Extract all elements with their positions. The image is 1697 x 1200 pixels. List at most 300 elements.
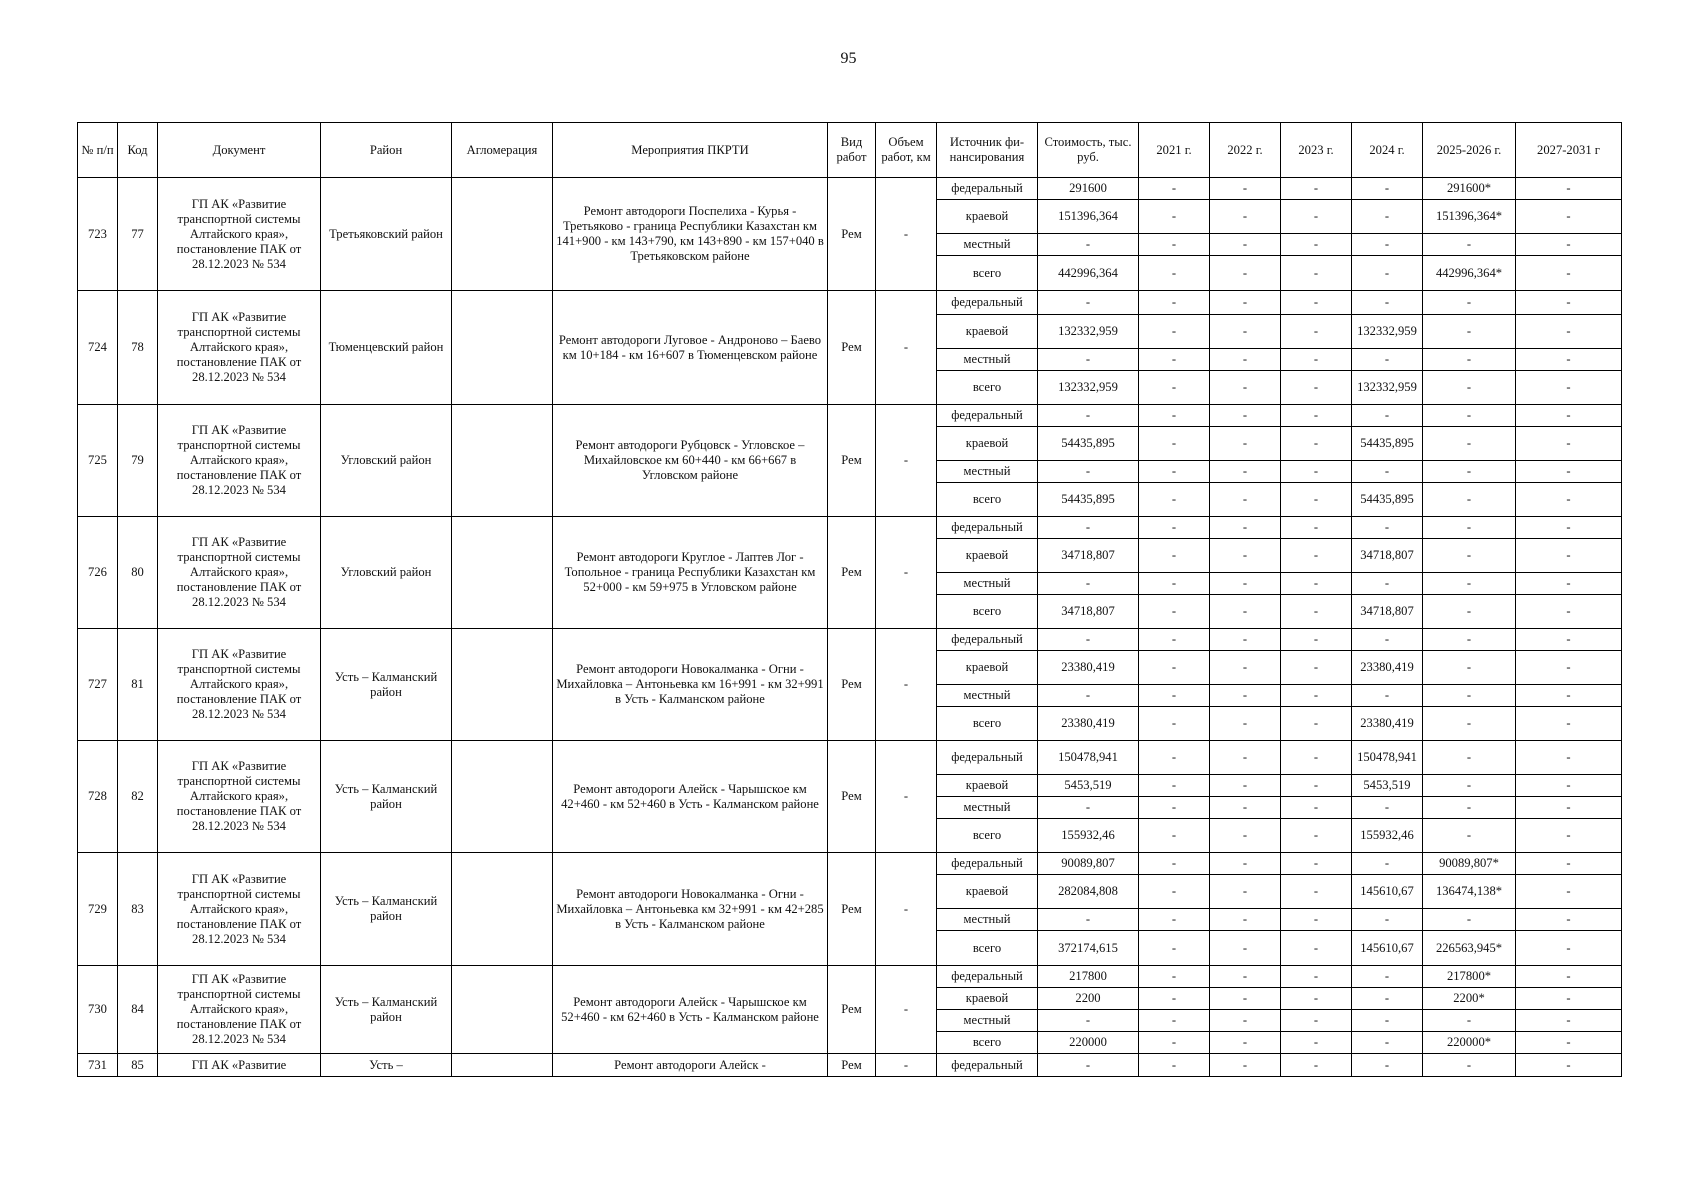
cell-2027-2031: - bbox=[1516, 200, 1622, 234]
cell-2024: - bbox=[1352, 573, 1423, 595]
cell-2022: - bbox=[1210, 741, 1281, 775]
cell-2022: - bbox=[1210, 629, 1281, 651]
cell-2022: - bbox=[1210, 797, 1281, 819]
cell-2025-2026: - bbox=[1423, 483, 1516, 517]
cell-work-type: Рем bbox=[828, 517, 876, 629]
cell-cost: 90089,807 bbox=[1038, 853, 1139, 875]
cell-district: Усть – Калманский район bbox=[321, 966, 452, 1054]
cell-code: 81 bbox=[118, 629, 158, 741]
cell-funding-source: федеральный bbox=[937, 741, 1038, 775]
cell-funding-source: краевой bbox=[937, 775, 1038, 797]
cell-2024: 54435,895 bbox=[1352, 483, 1423, 517]
cell-event: Ремонт автодороги Круглое - Лаптев Лог - Топольное - граница Республики Казахстан км 52+000 - км 59+975 в Угловском районе bbox=[553, 517, 828, 629]
cell-2027-2031: - bbox=[1516, 539, 1622, 573]
cell-2022: - bbox=[1210, 685, 1281, 707]
cell-2023: - bbox=[1281, 1032, 1352, 1054]
cell-funding-source: местный bbox=[937, 797, 1038, 819]
cell-num: 730 bbox=[78, 966, 118, 1054]
cell-2025-2026: 90089,807* bbox=[1423, 853, 1516, 875]
cell-2024: - bbox=[1352, 349, 1423, 371]
header-2024: 2024 г. bbox=[1352, 123, 1423, 178]
cell-2025-2026: 220000* bbox=[1423, 1032, 1516, 1054]
cell-2022: - bbox=[1210, 573, 1281, 595]
table-row bbox=[78, 291, 1622, 315]
cell-funding-source: всего bbox=[937, 707, 1038, 741]
header-agglomeration: Агломерация bbox=[452, 123, 553, 178]
cell-work-type: Рем bbox=[828, 405, 876, 517]
cell-2023: - bbox=[1281, 1054, 1352, 1077]
cell-2025-2026: - bbox=[1423, 1054, 1516, 1077]
cell-2027-2031: - bbox=[1516, 1032, 1622, 1054]
cell-volume: - bbox=[876, 405, 937, 517]
cell-funding-source: федеральный bbox=[937, 405, 1038, 427]
cell-agglomeration bbox=[452, 741, 553, 853]
cell-2022: - bbox=[1210, 256, 1281, 291]
cell-num: 727 bbox=[78, 629, 118, 741]
cell-cost: 5453,519 bbox=[1038, 775, 1139, 797]
cell-2027-2031: - bbox=[1516, 966, 1622, 988]
cell-agglomeration bbox=[452, 291, 553, 405]
cell-2021: - bbox=[1139, 483, 1210, 517]
cell-2023: - bbox=[1281, 707, 1352, 741]
cell-cost: - bbox=[1038, 573, 1139, 595]
cell-2024: - bbox=[1352, 200, 1423, 234]
cell-document: ГП АК «Развитие транспортной системы Алтайского края», постановление ПАК от 28.12.2023 № 534 bbox=[158, 853, 321, 966]
cell-2027-2031: - bbox=[1516, 651, 1622, 685]
cell-cost: 34718,807 bbox=[1038, 595, 1139, 629]
cell-code: 85 bbox=[118, 1054, 158, 1077]
cell-2027-2031: - bbox=[1516, 875, 1622, 909]
cell-code: 78 bbox=[118, 291, 158, 405]
cell-2022: - bbox=[1210, 875, 1281, 909]
cell-2022: - bbox=[1210, 371, 1281, 405]
cell-cost: - bbox=[1038, 909, 1139, 931]
cell-code: 83 bbox=[118, 853, 158, 966]
cell-cost: 220000 bbox=[1038, 1032, 1139, 1054]
cell-num: 726 bbox=[78, 517, 118, 629]
cell-cost: - bbox=[1038, 797, 1139, 819]
cell-2024: - bbox=[1352, 853, 1423, 875]
cell-cost: 132332,959 bbox=[1038, 315, 1139, 349]
cell-2027-2031: - bbox=[1516, 988, 1622, 1010]
cell-work-type: Рем bbox=[828, 178, 876, 291]
cell-2023: - bbox=[1281, 797, 1352, 819]
cell-funding-source: федеральный bbox=[937, 629, 1038, 651]
cell-district: Усть – Калманский район bbox=[321, 853, 452, 966]
cell-2024: - bbox=[1352, 517, 1423, 539]
cell-2021: - bbox=[1139, 651, 1210, 685]
cell-2022: - bbox=[1210, 178, 1281, 200]
cell-2027-2031: - bbox=[1516, 707, 1622, 741]
cell-2025-2026: - bbox=[1423, 797, 1516, 819]
header-funding-source: Источник фи-нансирования bbox=[937, 123, 1038, 178]
cell-2023: - bbox=[1281, 819, 1352, 853]
cell-2022: - bbox=[1210, 405, 1281, 427]
cell-2022: - bbox=[1210, 517, 1281, 539]
cell-2021: - bbox=[1139, 291, 1210, 315]
cell-cost: 217800 bbox=[1038, 966, 1139, 988]
cell-2023: - bbox=[1281, 775, 1352, 797]
cell-2023: - bbox=[1281, 875, 1352, 909]
cell-2025-2026: - bbox=[1423, 291, 1516, 315]
cell-document: ГП АК «Развитие транспортной системы Алтайского края», постановление ПАК от 28.12.2023 № 534 bbox=[158, 405, 321, 517]
table-body bbox=[78, 178, 1622, 1077]
cell-cost: - bbox=[1038, 234, 1139, 256]
cell-2025-2026: - bbox=[1423, 405, 1516, 427]
cell-2025-2026: - bbox=[1423, 819, 1516, 853]
table-row bbox=[78, 178, 1622, 200]
table-row bbox=[78, 517, 1622, 539]
cell-volume: - bbox=[876, 291, 937, 405]
cell-num: 729 bbox=[78, 853, 118, 966]
cell-2024: - bbox=[1352, 1054, 1423, 1077]
cell-cost: - bbox=[1038, 405, 1139, 427]
cell-funding-source: федеральный bbox=[937, 517, 1038, 539]
cell-2027-2031: - bbox=[1516, 629, 1622, 651]
cell-cost: 442996,364 bbox=[1038, 256, 1139, 291]
cell-cost: 155932,46 bbox=[1038, 819, 1139, 853]
cell-2025-2026: - bbox=[1423, 741, 1516, 775]
cell-funding-source: краевой bbox=[937, 427, 1038, 461]
cell-cost: - bbox=[1038, 349, 1139, 371]
cell-work-type: Рем bbox=[828, 853, 876, 966]
cell-2021: - bbox=[1139, 931, 1210, 966]
cell-2021: - bbox=[1139, 797, 1210, 819]
cell-2027-2031: - bbox=[1516, 405, 1622, 427]
cell-cost: 151396,364 bbox=[1038, 200, 1139, 234]
cell-2024: - bbox=[1352, 629, 1423, 651]
cell-2025-2026: - bbox=[1423, 461, 1516, 483]
cell-num: 723 bbox=[78, 178, 118, 291]
cell-funding-source: краевой bbox=[937, 200, 1038, 234]
cell-2025-2026: - bbox=[1423, 595, 1516, 629]
cell-2025-2026: 217800* bbox=[1423, 966, 1516, 988]
cell-cost: 54435,895 bbox=[1038, 427, 1139, 461]
cell-2021: - bbox=[1139, 966, 1210, 988]
cell-district: Усть – bbox=[321, 1054, 452, 1077]
table-row-last bbox=[78, 1054, 1622, 1077]
cell-work-type: Рем bbox=[828, 629, 876, 741]
header-2022: 2022 г. bbox=[1210, 123, 1281, 178]
cell-agglomeration bbox=[452, 1054, 553, 1077]
cell-2024: 34718,807 bbox=[1352, 539, 1423, 573]
cell-2025-2026: - bbox=[1423, 909, 1516, 931]
cell-district: Тюменцевский район bbox=[321, 291, 452, 405]
cell-2024: - bbox=[1352, 178, 1423, 200]
cell-document: ГП АК «Развитие транспортной системы Алтайского края», постановление ПАК от 28.12.2023 № 534 bbox=[158, 517, 321, 629]
cell-2024: - bbox=[1352, 291, 1423, 315]
cell-2025-2026: - bbox=[1423, 315, 1516, 349]
cell-2023: - bbox=[1281, 539, 1352, 573]
cell-document: ГП АК «Развитие транспортной системы Алтайского края», постановление ПАК от 28.12.2023 № 534 bbox=[158, 966, 321, 1054]
cell-event: Ремонт автодороги Алейск - bbox=[553, 1054, 828, 1077]
cell-event: Ремонт автодороги Новокалманка - Огни - Михайловка – Антоньевка км 16+991 - км 32+991 в Усть - Калманском районе bbox=[553, 629, 828, 741]
cell-2021: - bbox=[1139, 1054, 1210, 1077]
cell-agglomeration bbox=[452, 178, 553, 291]
header-cost: Стоимость, тыс. руб. bbox=[1038, 123, 1139, 178]
cell-funding-source: федеральный bbox=[937, 966, 1038, 988]
cell-2021: - bbox=[1139, 819, 1210, 853]
header-2021: 2021 г. bbox=[1139, 123, 1210, 178]
cell-2025-2026: - bbox=[1423, 517, 1516, 539]
cell-2027-2031: - bbox=[1516, 315, 1622, 349]
cell-event: Ремонт автодороги Алейск - Чарышское км 52+460 - км 62+460 в Усть - Калманском районе bbox=[553, 966, 828, 1054]
cell-funding-source: федеральный bbox=[937, 178, 1038, 200]
cell-2021: - bbox=[1139, 256, 1210, 291]
cell-cost: 150478,941 bbox=[1038, 741, 1139, 775]
cell-2021: - bbox=[1139, 427, 1210, 461]
cell-code: 80 bbox=[118, 517, 158, 629]
cell-code: 79 bbox=[118, 405, 158, 517]
cell-2024: 145610,67 bbox=[1352, 875, 1423, 909]
cell-code: 82 bbox=[118, 741, 158, 853]
cell-cost: - bbox=[1038, 1010, 1139, 1032]
cell-2025-2026: 2200* bbox=[1423, 988, 1516, 1010]
cell-2024: - bbox=[1352, 909, 1423, 931]
cell-2027-2031: - bbox=[1516, 291, 1622, 315]
cell-2024: - bbox=[1352, 1032, 1423, 1054]
cell-2024: 23380,419 bbox=[1352, 651, 1423, 685]
header-district: Район bbox=[321, 123, 452, 178]
cell-volume: - bbox=[876, 178, 937, 291]
cell-2027-2031: - bbox=[1516, 775, 1622, 797]
cell-district: Усть – Калманский район bbox=[321, 741, 452, 853]
cell-cost: 34718,807 bbox=[1038, 539, 1139, 573]
cell-2025-2026: - bbox=[1423, 371, 1516, 405]
header-code: Код bbox=[118, 123, 158, 178]
cell-2027-2031: - bbox=[1516, 1010, 1622, 1032]
cell-2023: - bbox=[1281, 256, 1352, 291]
cell-2021: - bbox=[1139, 988, 1210, 1010]
header-2027-2031: 2027-2031 г bbox=[1516, 123, 1622, 178]
cell-2023: - bbox=[1281, 685, 1352, 707]
cell-funding-source: местный bbox=[937, 349, 1038, 371]
cell-2021: - bbox=[1139, 707, 1210, 741]
cell-2022: - bbox=[1210, 483, 1281, 517]
header-event: Мероприятия ПКРТИ bbox=[553, 123, 828, 178]
cell-2025-2026: - bbox=[1423, 539, 1516, 573]
cell-2027-2031: - bbox=[1516, 371, 1622, 405]
cell-cost: - bbox=[1038, 291, 1139, 315]
cell-cost: 54435,895 bbox=[1038, 483, 1139, 517]
cell-2027-2031: - bbox=[1516, 234, 1622, 256]
cell-2027-2031: - bbox=[1516, 595, 1622, 629]
cell-2022: - bbox=[1210, 819, 1281, 853]
table-row bbox=[78, 966, 1622, 988]
cell-2021: - bbox=[1139, 371, 1210, 405]
cell-2021: - bbox=[1139, 909, 1210, 931]
cell-2024: 34718,807 bbox=[1352, 595, 1423, 629]
cell-2022: - bbox=[1210, 988, 1281, 1010]
cell-2025-2026: - bbox=[1423, 775, 1516, 797]
cell-district: Угловский район bbox=[321, 517, 452, 629]
cell-2024: - bbox=[1352, 797, 1423, 819]
cell-2025-2026: - bbox=[1423, 427, 1516, 461]
cell-cost: 282084,808 bbox=[1038, 875, 1139, 909]
cell-agglomeration bbox=[452, 966, 553, 1054]
cell-funding-source: федеральный bbox=[937, 291, 1038, 315]
cell-document: ГП АК «Развитие транспортной системы Алтайского края», постановление ПАК от 28.12.2023 № 534 bbox=[158, 629, 321, 741]
cell-agglomeration bbox=[452, 405, 553, 517]
cell-2021: - bbox=[1139, 853, 1210, 875]
cell-2023: - bbox=[1281, 483, 1352, 517]
cell-funding-source: всего bbox=[937, 819, 1038, 853]
cell-2027-2031: - bbox=[1516, 461, 1622, 483]
cell-2023: - bbox=[1281, 853, 1352, 875]
cell-2023: - bbox=[1281, 595, 1352, 629]
cell-2022: - bbox=[1210, 651, 1281, 685]
cell-2027-2031: - bbox=[1516, 931, 1622, 966]
cell-2023: - bbox=[1281, 517, 1352, 539]
cell-2021: - bbox=[1139, 349, 1210, 371]
cell-2023: - bbox=[1281, 909, 1352, 931]
cell-2023: - bbox=[1281, 200, 1352, 234]
cell-2024: 150478,941 bbox=[1352, 741, 1423, 775]
cell-2022: - bbox=[1210, 349, 1281, 371]
cell-cost: - bbox=[1038, 461, 1139, 483]
cell-2022: - bbox=[1210, 539, 1281, 573]
cell-2025-2026: 151396,364* bbox=[1423, 200, 1516, 234]
cell-2022: - bbox=[1210, 291, 1281, 315]
cell-2024: 5453,519 bbox=[1352, 775, 1423, 797]
cell-funding-source: местный bbox=[937, 461, 1038, 483]
cell-funding-source: краевой bbox=[937, 315, 1038, 349]
cell-2023: - bbox=[1281, 651, 1352, 685]
cell-code: 77 bbox=[118, 178, 158, 291]
cell-event: Ремонт автодороги Поспелиха - Курья - Третьяково - граница Республики Казахстан км 141+900 - км 143+790, км 143+890 - км 157+040 в Третьяковском районе bbox=[553, 178, 828, 291]
cell-2024: 155932,46 bbox=[1352, 819, 1423, 853]
header-2023: 2023 г. bbox=[1281, 123, 1352, 178]
cell-cost: 23380,419 bbox=[1038, 651, 1139, 685]
cell-2021: - bbox=[1139, 741, 1210, 775]
cell-num: 731 bbox=[78, 1054, 118, 1077]
cell-2027-2031: - bbox=[1516, 427, 1622, 461]
cell-2027-2031: - bbox=[1516, 741, 1622, 775]
cell-2025-2026: - bbox=[1423, 234, 1516, 256]
cell-2024: - bbox=[1352, 461, 1423, 483]
cell-num: 724 bbox=[78, 291, 118, 405]
cell-2027-2031: - bbox=[1516, 573, 1622, 595]
cell-2022: - bbox=[1210, 966, 1281, 988]
cell-2025-2026: 136474,138* bbox=[1423, 875, 1516, 909]
table-row bbox=[78, 629, 1622, 651]
table-row bbox=[78, 405, 1622, 427]
cell-work-type: Рем bbox=[828, 1054, 876, 1077]
cell-2022: - bbox=[1210, 1032, 1281, 1054]
cell-cost: - bbox=[1038, 517, 1139, 539]
cell-2027-2031: - bbox=[1516, 853, 1622, 875]
cell-2023: - bbox=[1281, 234, 1352, 256]
cell-2027-2031: - bbox=[1516, 819, 1622, 853]
cell-volume: - bbox=[876, 1054, 937, 1077]
header-document: Документ bbox=[158, 123, 321, 178]
cell-2021: - bbox=[1139, 1032, 1210, 1054]
cell-cost: 372174,615 bbox=[1038, 931, 1139, 966]
cell-funding-source: федеральный bbox=[937, 1054, 1038, 1077]
cell-district: Угловский район bbox=[321, 405, 452, 517]
cell-funding-source: всего bbox=[937, 256, 1038, 291]
cell-2022: - bbox=[1210, 234, 1281, 256]
cell-funding-source: краевой bbox=[937, 539, 1038, 573]
header-volume: Объем работ, км bbox=[876, 123, 937, 178]
cell-volume: - bbox=[876, 966, 937, 1054]
cell-work-type: Рем bbox=[828, 741, 876, 853]
cell-volume: - bbox=[876, 629, 937, 741]
header-num: № п/п bbox=[78, 123, 118, 178]
cell-cost: 23380,419 bbox=[1038, 707, 1139, 741]
cell-2025-2026: - bbox=[1423, 651, 1516, 685]
cell-funding-source: местный bbox=[937, 685, 1038, 707]
cell-2027-2031: - bbox=[1516, 1054, 1622, 1077]
cell-2024: 132332,959 bbox=[1352, 315, 1423, 349]
cell-2027-2031: - bbox=[1516, 909, 1622, 931]
cell-2025-2026: 291600* bbox=[1423, 178, 1516, 200]
cell-2022: - bbox=[1210, 461, 1281, 483]
cell-2025-2026: 442996,364* bbox=[1423, 256, 1516, 291]
cell-2021: - bbox=[1139, 405, 1210, 427]
cell-2021: - bbox=[1139, 234, 1210, 256]
cell-district: Третьяковский район bbox=[321, 178, 452, 291]
cell-2023: - bbox=[1281, 629, 1352, 651]
cell-volume: - bbox=[876, 853, 937, 966]
cell-event: Ремонт автодороги Алейск - Чарышское км 42+460 - км 52+460 в Усть - Калманском районе bbox=[553, 741, 828, 853]
cell-2021: - bbox=[1139, 685, 1210, 707]
cell-funding-source: краевой bbox=[937, 988, 1038, 1010]
cell-2023: - bbox=[1281, 178, 1352, 200]
cell-funding-source: краевой bbox=[937, 651, 1038, 685]
cell-2021: - bbox=[1139, 875, 1210, 909]
cell-2022: - bbox=[1210, 1010, 1281, 1032]
cell-cost: - bbox=[1038, 629, 1139, 651]
cell-document: ГП АК «Развитие bbox=[158, 1054, 321, 1077]
cell-num: 725 bbox=[78, 405, 118, 517]
cell-2027-2031: - bbox=[1516, 178, 1622, 200]
cell-event: Ремонт автодороги Рубцовск - Угловское – Михайловское км 60+440 - км 66+667 в Угловском районе bbox=[553, 405, 828, 517]
cell-2022: - bbox=[1210, 707, 1281, 741]
cell-2023: - bbox=[1281, 573, 1352, 595]
cell-funding-source: всего bbox=[937, 483, 1038, 517]
cell-2025-2026: - bbox=[1423, 1010, 1516, 1032]
cell-document: ГП АК «Развитие транспортной системы Алтайского края», постановление ПАК от 28.12.2023 № 534 bbox=[158, 291, 321, 405]
header-2025-2026: 2025-2026 г. bbox=[1423, 123, 1516, 178]
cell-funding-source: всего bbox=[937, 371, 1038, 405]
cell-event: Ремонт автодороги Луговое - Андроново – Баево км 10+184 - км 16+607 в Тюменцевском районе bbox=[553, 291, 828, 405]
cell-2021: - bbox=[1139, 178, 1210, 200]
cell-volume: - bbox=[876, 741, 937, 853]
cell-funding-source: местный bbox=[937, 234, 1038, 256]
cell-2027-2031: - bbox=[1516, 517, 1622, 539]
cell-2023: - bbox=[1281, 315, 1352, 349]
cell-2027-2031: - bbox=[1516, 797, 1622, 819]
cell-funding-source: местный bbox=[937, 909, 1038, 931]
cell-2022: - bbox=[1210, 853, 1281, 875]
cell-cost: 291600 bbox=[1038, 178, 1139, 200]
cell-2023: - bbox=[1281, 1010, 1352, 1032]
cell-2022: - bbox=[1210, 427, 1281, 461]
cell-2024: - bbox=[1352, 988, 1423, 1010]
cell-2023: - bbox=[1281, 427, 1352, 461]
cell-2024: - bbox=[1352, 234, 1423, 256]
cell-2021: - bbox=[1139, 461, 1210, 483]
cell-2023: - bbox=[1281, 931, 1352, 966]
cell-2023: - bbox=[1281, 349, 1352, 371]
cell-2022: - bbox=[1210, 931, 1281, 966]
cell-funding-source: местный bbox=[937, 573, 1038, 595]
table-row bbox=[78, 853, 1622, 875]
road-repair-table bbox=[77, 122, 1622, 1077]
cell-2022: - bbox=[1210, 595, 1281, 629]
cell-document: ГП АК «Развитие транспортной системы Алтайского края», постановление ПАК от 28.12.2023 № 534 bbox=[158, 178, 321, 291]
